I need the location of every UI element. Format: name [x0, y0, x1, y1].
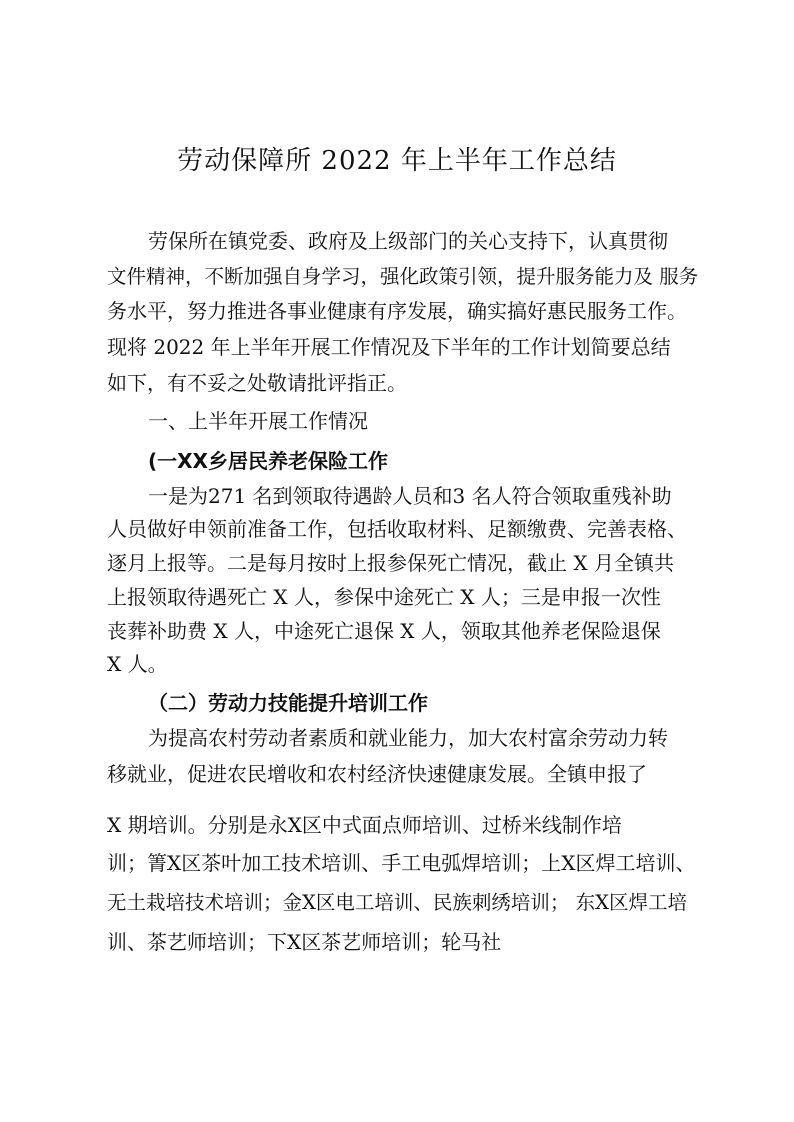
- body-line: X 人。: [107, 652, 168, 676]
- intro-line: 务水平，努力推进各事业健康有序发展，确实搞好惠民服务工作。: [107, 299, 687, 323]
- intro-line: 现将 2022 年上半年开展工作情况及下半年的工作计划简要总结: [107, 335, 671, 359]
- body-line: 为提高农村劳动者素质和就业能力，加大农村富余劳动力转: [148, 726, 668, 750]
- body-line: 无土栽培技术培训；金X区电工培训、民族刺绣培训； 东X区焊工培: [107, 891, 687, 914]
- body-line: 丧葬补助费 X 人，中途死亡退保 X 人，领取其他养老保险退保: [107, 619, 661, 643]
- body-line: 一是为271 名到领取待遇龄人员和3 名人符合领取重残补助: [148, 484, 672, 508]
- body-line: 训；箐X区茶叶加工技术培训、手工电弧焊培训；上X区焊工培训、: [107, 851, 696, 875]
- section-heading: 一、上半年开展工作情况: [148, 409, 368, 433]
- intro-line: 如下，有不妥之处敬请批评指正。: [107, 371, 407, 395]
- body-line: 上报领取待遇死亡 X 人，参保中途死亡 X 人；三是申报一次性: [107, 585, 661, 609]
- body-line: 训、茶艺师培训；下X区茶艺师培训；轮马社: [107, 930, 502, 954]
- body-line: 人员做好申领前准备工作，包括收取材料、足额缴费、完善表格、: [107, 517, 687, 541]
- body-line: X 期培训。分别是永X区中式面点师培训、过桥米线制作培: [107, 813, 622, 837]
- document-title: 劳动保障所 2022 年上半年工作总结: [177, 146, 617, 176]
- body-line: 逐月上报等。二是每月按时上报参保死亡情况，截止 X 月全镇共: [107, 551, 674, 575]
- body-line: 移就业，促进农民增收和农村经济快速健康发展。全镇申报了: [107, 762, 647, 786]
- subsection-heading: （二）劳动力技能提升培训工作: [148, 691, 428, 715]
- intro-line: 劳保所在镇党委、政府及上级部门的关心支持下，认真贯彻: [148, 229, 668, 253]
- subsection-heading: (一XX乡居民养老保险工作: [148, 449, 388, 473]
- intro-line: 文件精神，不断加强自身学习，强化政策引领，提升服务能力及 服务: [107, 265, 699, 288]
